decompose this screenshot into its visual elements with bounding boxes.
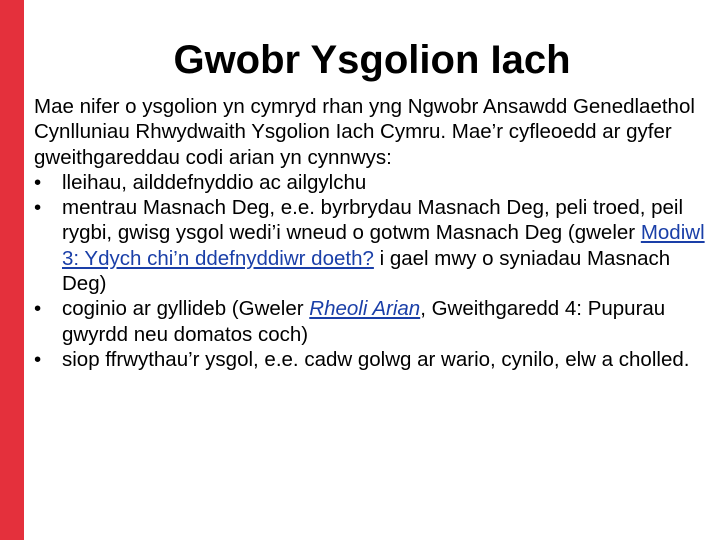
intro-paragraph: Mae nifer o ysgolion yn cymryd rhan yng Ngwobr Ansawdd Genedlaethol Cynlluniau Rhwydwaith Ysgolion Iach Cymru. Mae’r cyfleoedd ar gyfer gweithgareddau codi arian yn cynnwys: xyxy=(34,95,695,169)
bullet-text: lleihau, ailddefnyddio ac ailgylchu xyxy=(62,170,367,194)
bullet-text: siop ffrwythau’r ysgol, e.e. cadw golwg ar wario, cynilo, elw a cholled. xyxy=(62,347,690,371)
module-3-link[interactable]: Modiwl 3: Ydych chi’n ddefnyddiwr doeth? xyxy=(62,221,705,270)
bullet-text: mentrau Masnach Deg, e.e. byrbrydau Masnach Deg, peli troed, peil rygbi, gwisg ysgol wedi’i wneud o gotwm Masnach Deg (gweler xyxy=(62,196,684,245)
list-item xyxy=(34,170,714,195)
list-item xyxy=(34,296,714,347)
list-item xyxy=(34,347,714,372)
list-item xyxy=(34,195,714,296)
accent-bar xyxy=(0,0,24,540)
bullet-text: , Gweithgaredd 4: Pupurau gwyrdd neu domatos coch) xyxy=(62,297,666,346)
bullet-list xyxy=(34,170,714,372)
bullet-text: coginio ar gyllideb (Gweler xyxy=(62,297,310,321)
page-title: Gwobr Ysgolion Iach xyxy=(173,38,571,82)
rheoli-arian-link[interactable]: Rheoli Arian xyxy=(309,297,421,321)
bullet-text: i gael mwy o syniadau Masnach Deg) xyxy=(62,246,671,296)
content-body xyxy=(34,94,714,372)
